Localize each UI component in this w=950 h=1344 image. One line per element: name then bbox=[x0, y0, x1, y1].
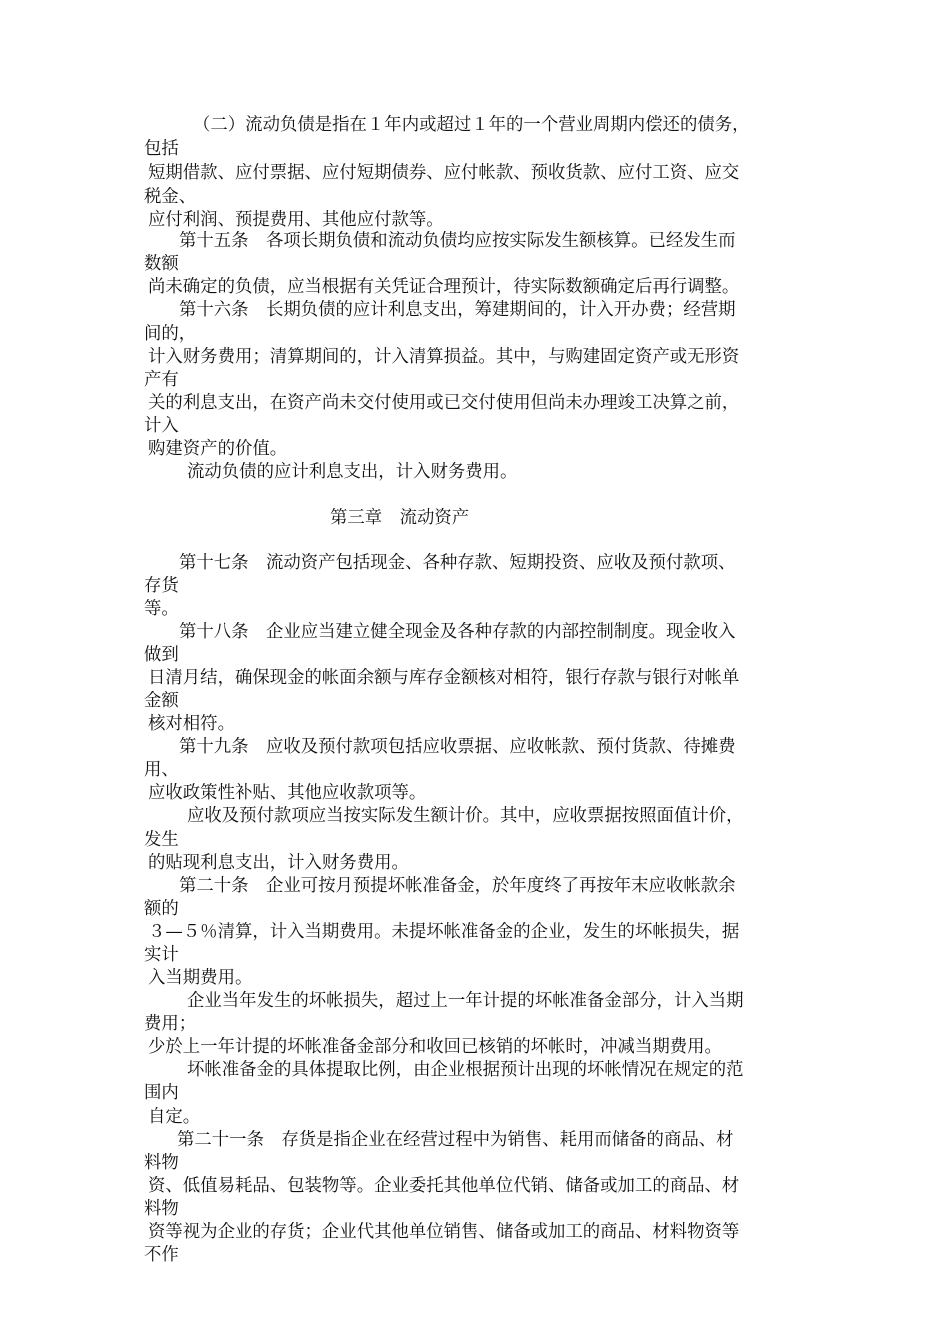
text-line: 自定。 bbox=[148, 1107, 201, 1127]
text-line: 应收政策性补贴、其他应收款项等。 bbox=[148, 783, 427, 803]
text-line: 料物 bbox=[144, 1153, 179, 1173]
text-line: 料物 bbox=[144, 1199, 179, 1219]
text-line: 坏帐准备金的具体提取比例，由企业根据预计出现的坏帐情况在规定的范 bbox=[187, 1060, 744, 1080]
text-line: 围内 bbox=[144, 1083, 179, 1103]
text-line: 间的， bbox=[144, 324, 197, 344]
text-line: 核对相符。 bbox=[148, 714, 235, 734]
text-line: 入当期费用。 bbox=[148, 968, 253, 988]
text-line: 第十六条 长期负债的应计利息支出，筹建期间的，计入开办费；经营期 bbox=[179, 300, 736, 320]
text-line: 第二十条 企业可按月预提坏帐准备金，於年度终了再按年末应收帐款余 bbox=[179, 876, 736, 896]
text-line: 不作 bbox=[144, 1245, 179, 1265]
text-line: ３—５％清算，计入当期费用。未提坏帐准备金的企业，发生的坏帐损失，据 bbox=[148, 922, 740, 942]
text-line: 计入财务费用；清算期间的，计入清算损益。其中，与购建固定资产或无形资 bbox=[148, 347, 740, 367]
text-line: 金额 bbox=[144, 691, 179, 711]
text-line: 应付利润、预提费用、其他应付款等。 bbox=[148, 210, 444, 230]
text-line: 第十七条 流动资产包括现金、各种存款、短期投资、应收及预付款项、 bbox=[179, 553, 736, 573]
text-line: 购建资产的价值。 bbox=[148, 439, 288, 459]
text-line: 关的利息支出，在资产尚未交付使用或已交付使用但尚未办理竣工决算之前， bbox=[148, 393, 740, 413]
text-line: 第十九条 应收及预付款项包括应收票据、应收帐款、预付货款、待摊费 bbox=[179, 737, 736, 757]
text-line: 等。 bbox=[144, 599, 179, 619]
text-line: （二）流动负债是指在１年内或超过１年的一个营业周期内偿还的债务， bbox=[193, 115, 750, 135]
text-line: 第十五条 各项长期负债和流动负债均应按实际发生额核算。已经发生而 bbox=[179, 231, 736, 251]
text-line: 企业当年发生的坏帐损失，超过上一年计提的坏帐准备金部分，计入当期 bbox=[187, 991, 744, 1011]
text-line: 资、低值易耗品、包装物等。企业委托其他单位代销、储备或加工的商品、材 bbox=[148, 1176, 740, 1196]
text-line: 资等视为企业的存货；企业代其他单位销售、储备或加工的商品、材料物资等 bbox=[148, 1222, 740, 1242]
text-line: 日清月结，确保现金的帐面余额与库存金额核对相符，银行存款与银行对帐单 bbox=[148, 668, 740, 688]
text-line: 的贴现利息支出，计入财务费用。 bbox=[148, 853, 409, 873]
text-line: 流动负债的应计利息支出，计入财务费用。 bbox=[187, 462, 518, 482]
text-line: 用、 bbox=[144, 760, 179, 780]
text-line: 费用； bbox=[144, 1014, 197, 1034]
text-line: 数额 bbox=[144, 254, 179, 274]
text-line: 尚未确定的负债，应当根据有关凭证合理预计，待实际数额确定后再行调整。 bbox=[148, 277, 740, 297]
text-line: 第十八条 企业应当建立健全现金及各种存款的内部控制制度。现金收入 bbox=[179, 622, 736, 642]
text-line: 实计 bbox=[144, 945, 179, 965]
chapter-heading: 第三章 流动资产 bbox=[330, 508, 470, 528]
text-line: 第二十一条 存货是指企业在经营过程中为销售、耗用而储备的商品、材 bbox=[177, 1130, 734, 1150]
text-line: 应收及预付款项应当按实际发生额计价。其中，应收票据按照面值计价， bbox=[187, 806, 744, 826]
text-line: 产有 bbox=[144, 370, 179, 390]
text-line: 计入 bbox=[144, 416, 179, 436]
text-line: 发生 bbox=[144, 830, 179, 850]
text-line: 包括 bbox=[144, 139, 179, 159]
text-line: 额的 bbox=[144, 899, 179, 919]
text-line: 做到 bbox=[144, 645, 179, 665]
text-line: 短期借款、应付票据、应付短期债券、应付帐款、预收货款、应付工资、应交 bbox=[148, 163, 740, 183]
text-line: 存货 bbox=[144, 576, 179, 596]
text-line: 少於上一年计提的坏帐准备金部分和收回已核销的坏帐时，冲减当期费用。 bbox=[148, 1037, 722, 1057]
text-line: 税金、 bbox=[144, 187, 197, 207]
